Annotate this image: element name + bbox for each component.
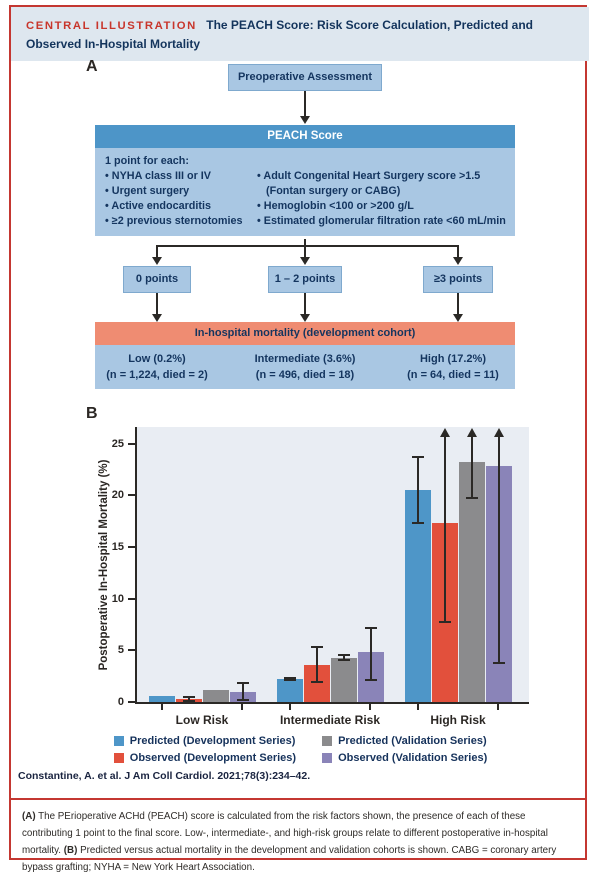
outcome-high — [391, 351, 515, 383]
risk-factor-list-right — [257, 169, 507, 229]
outcome-high-label: High (17.2%) — [419, 353, 486, 365]
error-bar — [498, 437, 500, 662]
peach-score-body — [95, 148, 515, 236]
flow-line — [156, 293, 158, 314]
error-bar-cap — [365, 679, 377, 681]
error-bar-cap — [493, 662, 505, 664]
error-bar-cap — [183, 700, 195, 702]
error-bar — [370, 628, 372, 681]
branch-0-points: 0 points — [123, 266, 191, 293]
arrow-down-icon — [300, 314, 310, 322]
legend-swatch-icon — [322, 736, 332, 746]
legend-swatch-icon — [322, 753, 332, 763]
error-bar — [417, 457, 419, 523]
error-bar-cap — [439, 621, 451, 623]
figure-header — [11, 7, 589, 61]
legend-swatch-icon — [114, 736, 124, 746]
outcome-intermediate — [219, 351, 391, 383]
outcome-title: In-hospital mortality (development cohort) — [95, 322, 515, 345]
legend-label: Observed (Validation Series) — [338, 752, 488, 764]
error-bar-cap — [183, 696, 195, 698]
arrow-down-icon — [453, 314, 463, 322]
y-axis-tick — [128, 598, 135, 600]
x-axis-tick — [369, 704, 371, 710]
error-bar-arrow-up-icon — [467, 428, 477, 437]
legend-label: Predicted (Development Series) — [129, 735, 296, 747]
branch-1-2-points: 1 – 2 points — [268, 266, 342, 293]
risk-factor-list-left — [105, 169, 257, 229]
arrow-down-icon — [453, 257, 463, 265]
error-bar-arrow-up-icon — [494, 428, 504, 437]
peach-score-title: PEACH Score — [95, 125, 515, 148]
caption-a-text: The PErioperative ACHd (PEACH) score is calculated from the risk factors shown, the presence of each of these contributing 1 point to the final score. Low-, intermediate-, and high-risk groups relate to different postoperative in-hospital mortality. — [22, 811, 548, 857]
error-bar-cap — [365, 627, 377, 629]
legend-column — [114, 735, 296, 764]
flow-line — [156, 245, 158, 257]
flow-line — [304, 91, 306, 116]
risk-factor: • Adult Congenital Heart Surgery score >1.5 (Fontan surgery or CABG) — [257, 169, 507, 199]
error-bar — [444, 437, 446, 622]
risk-factor: • Active endocarditis — [105, 199, 257, 214]
error-bar-cap — [466, 497, 478, 499]
outcome-low-detail: (n = 1,224, died = 2) — [106, 369, 208, 381]
figure-title: The PEACH Score: Risk Score Calculation, Predicted and Observed In-Hospital Mortality — [26, 18, 534, 51]
outcome-intermediate-label: Intermediate (3.6%) — [254, 353, 356, 365]
chart-legend — [0, 735, 601, 764]
outcome-low-label: Low (0.2%) — [128, 353, 186, 365]
flow-line — [156, 245, 459, 247]
error-bar-cap — [338, 654, 350, 656]
flow-line — [457, 293, 459, 314]
arrow-down-icon — [300, 116, 310, 124]
peach-intro: 1 point for each: — [105, 155, 189, 167]
citation: Constantine, A. et al. J Am Coll Cardiol. 2021;78(3):234–42. — [18, 770, 311, 782]
bar — [331, 658, 357, 702]
central-illustration-kicker: CENTRAL ILLUSTRATION — [26, 20, 197, 32]
figure-caption — [22, 808, 574, 877]
error-bar-cap — [284, 677, 296, 679]
outcome-groups — [95, 345, 515, 389]
y-axis-tick — [128, 701, 135, 703]
outcome-low — [95, 351, 219, 383]
caption-b-text: Predicted versus actual mortality in the development and validation cohorts is shown. CABG = coronary artery bypass grafting; NYHA = New York Heart Association. — [22, 845, 557, 874]
y-axis-tick-label: 20 — [111, 489, 124, 502]
x-axis-tick — [161, 704, 163, 710]
legend-swatch-icon — [114, 753, 124, 763]
bar — [203, 690, 229, 702]
arrow-down-icon — [152, 314, 162, 322]
risk-factor: • Hemoglobin <100 or >200 g/L — [257, 199, 507, 214]
risk-factor: • ≥2 previous sternotomies — [105, 214, 257, 229]
y-axis-tick-label: 10 — [111, 592, 124, 605]
error-bar-cap — [338, 659, 350, 661]
panel-b-label: B — [86, 405, 98, 422]
peach-score-box — [95, 125, 515, 236]
error-bar-cap — [412, 522, 424, 524]
legend-item — [322, 735, 487, 747]
x-axis-category-label: Intermediate Risk — [279, 713, 381, 727]
x-axis-category-label: High Risk — [430, 713, 486, 727]
caption-b-label: (B) — [63, 845, 78, 857]
outcome-intermediate-detail: (n = 496, died = 18) — [255, 369, 355, 381]
error-bar — [316, 647, 318, 682]
risk-factor: • NYHA class III or IV — [105, 169, 257, 184]
x-axis-category-label: Low Risk — [175, 713, 229, 727]
error-bar-arrow-up-icon — [440, 428, 450, 437]
flow-line — [457, 245, 459, 257]
error-bar-cap — [412, 456, 424, 458]
x-axis-tick — [417, 704, 419, 710]
legend-item — [114, 735, 296, 747]
outcome-high-detail: (n = 64, died = 11) — [407, 369, 499, 381]
error-bar-cap — [311, 681, 323, 683]
legend-label: Observed (Development Series) — [129, 752, 297, 764]
y-axis-tick — [128, 443, 135, 445]
error-bar-cap — [284, 679, 296, 681]
x-axis-tick — [497, 704, 499, 710]
risk-factor: • Estimated glomerular filtration rate <60 mL/min — [257, 214, 507, 229]
y-axis-tick-label: 25 — [111, 437, 124, 450]
y-axis-tick — [128, 546, 135, 548]
bar — [277, 679, 303, 702]
y-axis-tick — [128, 649, 135, 651]
legend-item — [322, 752, 487, 764]
branch-3plus-points: ≥3 points — [423, 266, 493, 293]
arrow-down-icon — [152, 257, 162, 265]
caption-a-label: (A) — [22, 811, 36, 822]
legend-item — [114, 752, 296, 764]
error-bar-cap — [237, 682, 249, 684]
y-axis-label: Postoperative In-Hospital Mortality (%) — [98, 459, 110, 671]
arrow-down-icon — [300, 257, 310, 265]
error-bar — [242, 683, 244, 700]
y-axis-tick-label: 0 — [117, 696, 124, 708]
chart-plot — [111, 427, 529, 727]
y-axis-tick-label: 5 — [117, 644, 124, 657]
legend-label: Predicted (Validation Series) — [338, 735, 487, 747]
risk-factor: • Urgent surgery — [105, 184, 257, 199]
error-bar — [471, 437, 473, 498]
y-axis-tick-label: 15 — [111, 540, 124, 553]
x-axis-tick — [241, 704, 243, 710]
x-axis-tick — [289, 704, 291, 710]
flow-line — [304, 245, 306, 257]
panel-a-label: A — [86, 58, 98, 75]
error-bar-cap — [311, 646, 323, 648]
preoperative-assessment-box: Preoperative Assessment — [228, 64, 382, 91]
legend-column — [322, 735, 487, 764]
y-axis-tick — [128, 494, 135, 496]
bar — [149, 696, 175, 702]
caption-divider — [9, 798, 587, 800]
error-bar-cap — [237, 699, 249, 701]
flow-line — [304, 293, 306, 314]
